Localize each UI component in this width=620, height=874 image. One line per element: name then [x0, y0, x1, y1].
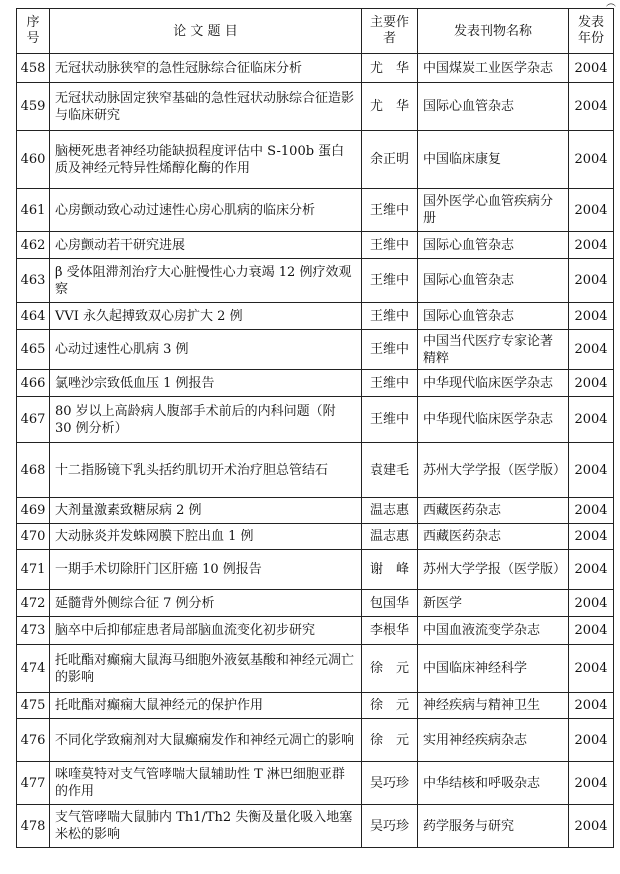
publish-year: 2004: [569, 397, 614, 443]
paper-number: 468: [17, 443, 50, 498]
paper-title: β 受体阻滞剂治疗大心脏慢性心力衰竭 12 例疗效观察: [50, 259, 362, 303]
paper-title: 无冠状动脉固定狭窄基础的急性冠状动脉综合征造影与临床研究: [50, 83, 362, 131]
journal-name: 中华结核和呼吸杂志: [418, 762, 569, 805]
paper-title: 十二指肠镜下乳头括约肌切开术治疗胆总管结石: [50, 443, 362, 498]
publish-year: 2004: [569, 83, 614, 131]
journal-name: 中国临床神经科学: [418, 645, 569, 693]
journal-name: 国际心血管杂志: [418, 232, 569, 259]
paper-title: 支气管哮喘大鼠肺内 Th1/Th2 失衡及量化吸入地塞米松的影响: [50, 805, 362, 848]
paper-title: 不同化学致痫剂对大鼠癫痫发作和神经元凋亡的影响: [50, 719, 362, 762]
publish-year: 2004: [569, 524, 614, 550]
header-title: 论 文 题 目: [50, 9, 362, 54]
journal-name: 国际心血管杂志: [418, 259, 569, 303]
table-header-row: [17, 9, 614, 54]
publish-year: 2004: [569, 498, 614, 524]
publish-year: 2004: [569, 303, 614, 330]
publish-year: 2004: [569, 719, 614, 762]
publish-year: 2004: [569, 259, 614, 303]
paper-title: 心房颤动若干研究进展: [50, 232, 362, 259]
table-row: [17, 590, 614, 617]
paper-author: 李根华: [362, 617, 418, 645]
table-body: [17, 54, 614, 848]
journal-name: 国际心血管杂志: [418, 83, 569, 131]
header-journal: 发表刊物名称: [418, 9, 569, 54]
paper-title: 一期手术切除肝门区肝癌 10 例报告: [50, 550, 362, 590]
paper-title: 咪喹莫特对支气管哮喘大鼠辅助性 T 淋巴细胞亚群的作用: [50, 762, 362, 805]
paper-number: 459: [17, 83, 50, 131]
publish-year: 2004: [569, 54, 614, 83]
paper-author: 王维中: [362, 259, 418, 303]
table-row: [17, 762, 614, 805]
paper-author: 徐 元: [362, 719, 418, 762]
table-row: [17, 617, 614, 645]
paper-title: 心动过速性心肌病 3 例: [50, 330, 362, 370]
paper-author: 谢 峰: [362, 550, 418, 590]
publish-year: 2004: [569, 693, 614, 719]
table-row: [17, 232, 614, 259]
journal-name: 中华现代临床医学杂志: [418, 370, 569, 397]
journal-name: 新医学: [418, 590, 569, 617]
paper-number: 466: [17, 370, 50, 397]
journal-name: 国际心血管杂志: [418, 303, 569, 330]
paper-author: 王维中: [362, 370, 418, 397]
publish-year: 2004: [569, 645, 614, 693]
table-row: [17, 259, 614, 303]
journal-name: 苏州大学学报（医学版）: [418, 443, 569, 498]
table-row: [17, 54, 614, 83]
header-year: 发表年份: [569, 9, 614, 54]
publish-year: 2004: [569, 762, 614, 805]
table-row: [17, 498, 614, 524]
table-row: [17, 83, 614, 131]
paper-author: 温志惠: [362, 524, 418, 550]
publish-year: 2004: [569, 189, 614, 232]
table-row: [17, 524, 614, 550]
paper-number: 460: [17, 131, 50, 189]
journal-name: 中国当代医疗专家论著精粹: [418, 330, 569, 370]
table-row: [17, 550, 614, 590]
paper-number: 464: [17, 303, 50, 330]
paper-number: 477: [17, 762, 50, 805]
journal-name: 中国血液流变学杂志: [418, 617, 569, 645]
paper-number: 461: [17, 189, 50, 232]
paper-author: 徐 元: [362, 693, 418, 719]
journal-name: 药学服务与研究: [418, 805, 569, 848]
paper-number: 465: [17, 330, 50, 370]
paper-author: 王维中: [362, 189, 418, 232]
journal-name: 中国临床康复: [418, 131, 569, 189]
table-row: [17, 189, 614, 232]
table-row: [17, 131, 614, 189]
paper-number: 462: [17, 232, 50, 259]
table-row: [17, 693, 614, 719]
paper-number: 474: [17, 645, 50, 693]
paper-number: 478: [17, 805, 50, 848]
paper-title: 脑梗死患者神经功能缺损程度评估中 S-100b 蛋白质及神经元特异性烯醇化酶的作用: [50, 131, 362, 189]
journal-name: 西藏医药杂志: [418, 524, 569, 550]
paper-title: 心房颤动致心动过速性心房心肌病的临床分析: [50, 189, 362, 232]
paper-author: 包国华: [362, 590, 418, 617]
paper-title: 80 岁以上高龄病人腹部手术前后的内科问题（附 30 例分析）: [50, 397, 362, 443]
paper-author: 徐 元: [362, 645, 418, 693]
paper-author: 王维中: [362, 330, 418, 370]
header-author: 主要作者: [362, 9, 418, 54]
paper-author: 袁建毛: [362, 443, 418, 498]
paper-number: 476: [17, 719, 50, 762]
paper-list-table: [16, 8, 614, 848]
publish-year: 2004: [569, 131, 614, 189]
page-corner-mark: ︵: [606, 0, 616, 9]
header-no: 序号: [17, 9, 50, 54]
journal-name: 国外医学心血管疾病分册: [418, 189, 569, 232]
publish-year: 2004: [569, 443, 614, 498]
paper-number: 472: [17, 590, 50, 617]
table-row: [17, 645, 614, 693]
paper-title: 托吡酯对癫痫大鼠海马细胞外液氨基酸和神经元凋亡的影响: [50, 645, 362, 693]
paper-author: 尤 华: [362, 83, 418, 131]
paper-author: 余正明: [362, 131, 418, 189]
paper-author: 王维中: [362, 303, 418, 330]
paper-title: 氯唑沙宗致低血压 1 例报告: [50, 370, 362, 397]
publish-year: 2004: [569, 590, 614, 617]
paper-title: 大动脉炎并发蛛网膜下腔出血 1 例: [50, 524, 362, 550]
paper-author: 尤 华: [362, 54, 418, 83]
paper-number: 475: [17, 693, 50, 719]
paper-author: 王维中: [362, 397, 418, 443]
paper-number: 473: [17, 617, 50, 645]
journal-name: 中华现代临床医学杂志: [418, 397, 569, 443]
journal-name: 实用神经疾病杂志: [418, 719, 569, 762]
paper-title: 脑卒中后抑郁症患者局部脑血流变化初步研究: [50, 617, 362, 645]
paper-number: 470: [17, 524, 50, 550]
paper-author: 温志惠: [362, 498, 418, 524]
table-row: [17, 330, 614, 370]
paper-number: 463: [17, 259, 50, 303]
publish-year: 2004: [569, 370, 614, 397]
paper-title: 无冠状动脉狭窄的急性冠脉综合征临床分析: [50, 54, 362, 83]
table-row: [17, 805, 614, 848]
paper-number: 469: [17, 498, 50, 524]
paper-number: 471: [17, 550, 50, 590]
paper-number: 458: [17, 54, 50, 83]
publish-year: 2004: [569, 805, 614, 848]
publish-year: 2004: [569, 617, 614, 645]
publish-year: 2004: [569, 550, 614, 590]
table-row: [17, 303, 614, 330]
paper-title: VVI 永久起搏致双心房扩大 2 例: [50, 303, 362, 330]
publish-year: 2004: [569, 232, 614, 259]
paper-author: 吴巧珍: [362, 762, 418, 805]
journal-name: 苏州大学学报（医学版）: [418, 550, 569, 590]
publish-year: 2004: [569, 330, 614, 370]
table-row: [17, 370, 614, 397]
table-row: [17, 443, 614, 498]
table-row: [17, 397, 614, 443]
paper-author: 吴巧珍: [362, 805, 418, 848]
journal-name: 西藏医药杂志: [418, 498, 569, 524]
paper-title: 延髓背外侧综合征 7 例分析: [50, 590, 362, 617]
paper-title: 大剂量激素致糖尿病 2 例: [50, 498, 362, 524]
paper-title: 托吡酯对癫痫大鼠神经元的保护作用: [50, 693, 362, 719]
table-row: [17, 719, 614, 762]
journal-name: 中国煤炭工业医学杂志: [418, 54, 569, 83]
paper-author: 王维中: [362, 232, 418, 259]
paper-number: 467: [17, 397, 50, 443]
journal-name: 神经疾病与精神卫生: [418, 693, 569, 719]
